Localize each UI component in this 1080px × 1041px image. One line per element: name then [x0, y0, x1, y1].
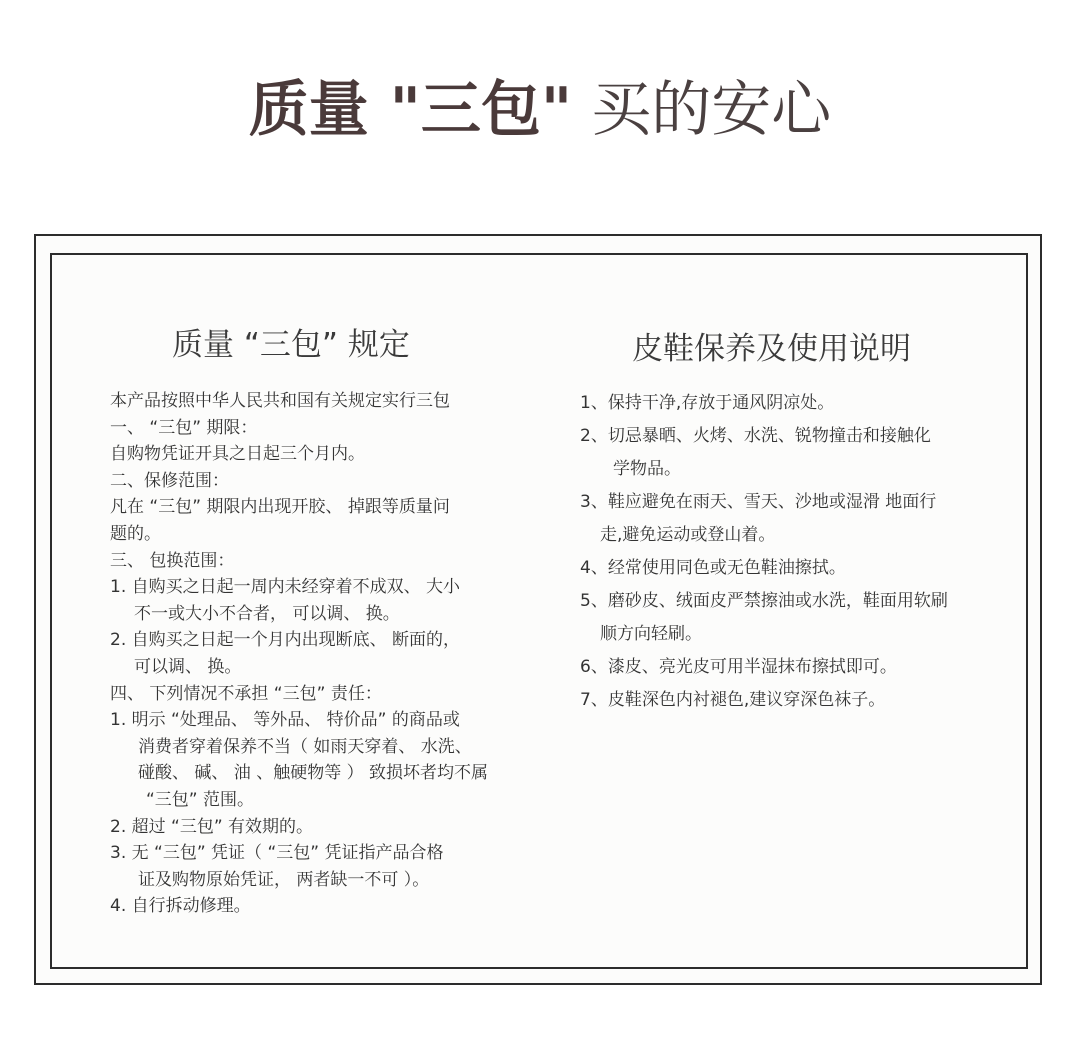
- warranty-line: 碰酸、 碱、 油 、触硬物等 ） 致损坏者均不属: [138, 763, 489, 784]
- care-line: 4、经常使用同色或无色鞋油擦拭。: [580, 558, 846, 578]
- care-line: 3、鞋应避免在雨天、雪天、沙地或湿滑 地面行: [580, 492, 937, 512]
- warranty-line: 消费者穿着保养不当（ 如雨天穿着、 水洗、: [138, 736, 472, 757]
- warranty-policy-text: [110, 388, 550, 920]
- page-title-light: 买的安心: [591, 75, 832, 145]
- shoe-care-text: [580, 387, 1010, 717]
- warranty-line: 3. 无 “三包” 凭证（ “三包” 凭证指产品合格: [110, 843, 444, 864]
- warranty-line: 2. 自购买之日起一个月内出现断底、 断面的，: [110, 630, 461, 651]
- warranty-card-inner-frame: [50, 253, 1028, 969]
- care-line: 5、磨砂皮、绒面皮严禁擦油或水洗，鞋面用软刷: [580, 591, 948, 611]
- warranty-line: 三、 包换范围：: [110, 550, 235, 571]
- warranty-line: 题的。: [110, 523, 161, 544]
- shoe-care-title: 皮鞋保养及使用说明: [632, 331, 911, 367]
- warranty-line: 2. 超过 “三包” 有效期的。: [110, 816, 314, 837]
- care-line: 6、漆皮、亮光皮可用半湿抹布擦拭即可。: [580, 657, 897, 677]
- warranty-line: 凡在 “三包” 期限内出现开胶、 掉跟等质量问: [110, 497, 450, 518]
- care-line: 学物品。: [613, 459, 681, 479]
- care-line: 7、皮鞋深色内衬褪色,建议穿深色袜子。: [580, 690, 886, 710]
- warranty-line: 证及购物原始凭证， 两者缺一不可 ）。: [138, 869, 430, 890]
- warranty-card-outer-frame: [34, 234, 1042, 985]
- warranty-line: 二、保修范围：: [110, 470, 229, 491]
- care-line: 1、保持干净,存放于通风阴凉处。: [580, 393, 835, 413]
- page-title: [0, 70, 1080, 150]
- warranty-line: 一、 “三包” 期限：: [110, 417, 258, 438]
- warranty-line: 可以调、 换。: [134, 656, 242, 677]
- warranty-line: 不一或大小不合者， 可以调、 换。: [134, 603, 400, 624]
- warranty-line: 本产品按照中华人民共和国有关规定实行三包: [110, 391, 450, 411]
- warranty-line: 4. 自行拆动修理。: [110, 896, 251, 917]
- care-line: 顺方向轻刷。: [600, 624, 702, 644]
- page-title-bold: 质量 "三包": [248, 75, 573, 145]
- warranty-line: 四、 下列情况不承担 “三包” 责任：: [110, 683, 382, 704]
- care-line: 走,避免运动或登山着。: [600, 525, 776, 545]
- warranty-line: 1. 自购买之日起一周内未经穿着不成双、 大小: [110, 577, 461, 598]
- warranty-line: 自购物凭证开具之日起三个月内。: [110, 444, 365, 465]
- care-line: 2、切忌暴晒、火烤、水洗、锐物撞击和接触化: [580, 426, 931, 446]
- warranty-line: “三包” 范围。: [146, 789, 255, 810]
- warranty-policy-title: 质量 “三包” 规定: [172, 327, 410, 363]
- warranty-line: 1. 明示 “处理品、 等外品、 特价品” 的商品或: [110, 710, 460, 731]
